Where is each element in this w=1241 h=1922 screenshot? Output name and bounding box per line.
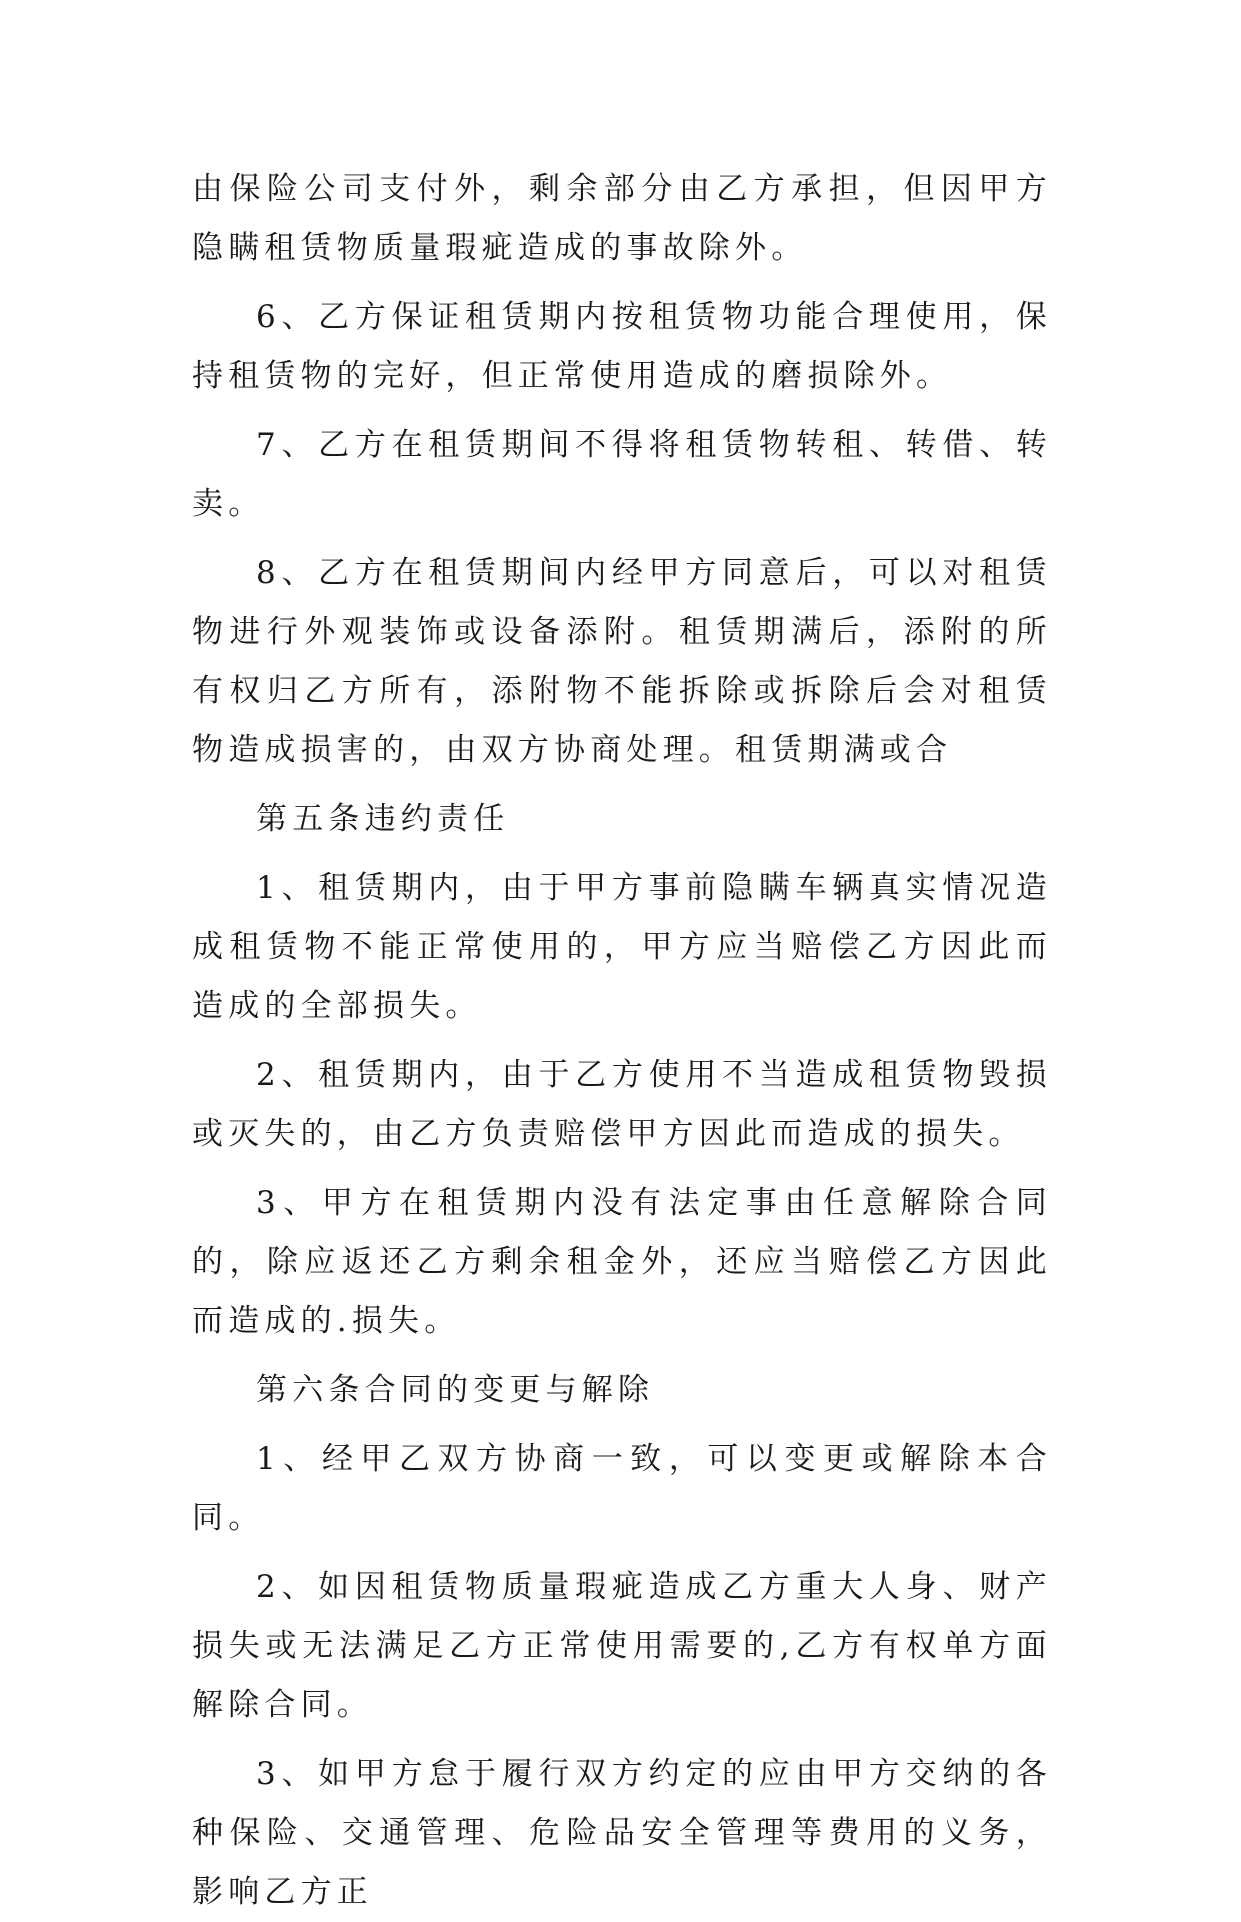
paragraph-continuation: 由保险公司支付外，剩余部分由乙方承担，但因甲方隐瞒租赁物质量瑕疵造成的事故除外。 (192, 171, 1052, 266)
section-heading-article-6: 第六条合同的变更与解除 (256, 1372, 655, 1408)
section-heading-article-5: 第五条违约责任 (256, 801, 510, 837)
clause-6-2: 2、如因租赁物质量瑕疵造成乙方重大人身、财产损失或无法满足乙方正常使用需要的,乙方有权单方面解除合同。 (192, 1569, 1052, 1723)
clause-6-3: 3、如甲方怠于履行双方约定的应由甲方交纳的各种保险、交通管理、危险品安全管理等费用的义务，影响乙方正 (192, 1756, 1052, 1910)
clause-8: 8、乙方在租赁期间内经甲方同意后，可以对租赁物进行外观装饰或设备添附。租赁期满后，添附的所有权归乙方所有，添附物不能拆除或拆除后会对租赁物造成损害的，由双方协商处理。租赁期满或合 (192, 555, 1052, 768)
clause-6: 6、乙方保证租赁期内按租赁物功能合理使用，保持租赁物的完好，但正常使用造成的磨损除外。 (192, 299, 1052, 394)
clause-7: 7、乙方在租赁期间不得将租赁物转租、转借、转卖。 (192, 427, 1052, 522)
clause-6-1: 1、经甲乙双方协商一致，可以变更或解除本合同。 (192, 1441, 1052, 1536)
document-page (192, 160, 1052, 1922)
clause-5-2: 2、租赁期内，由于乙方使用不当造成租赁物毁损或灭失的，由乙方负责赔偿甲方因此而造成的损失。 (192, 1057, 1052, 1152)
clause-5-1: 1、租赁期内，由于甲方事前隐瞒车辆真实情况造成租赁物不能正常使用的，甲方应当赔偿乙方因此而造成的全部损失。 (192, 870, 1052, 1024)
clause-5-3: 3、甲方在租赁期内没有法定事由任意解除合同的，除应返还乙方剩余租金外，还应当赔偿乙方因此而造成的.损失。 (192, 1185, 1052, 1339)
